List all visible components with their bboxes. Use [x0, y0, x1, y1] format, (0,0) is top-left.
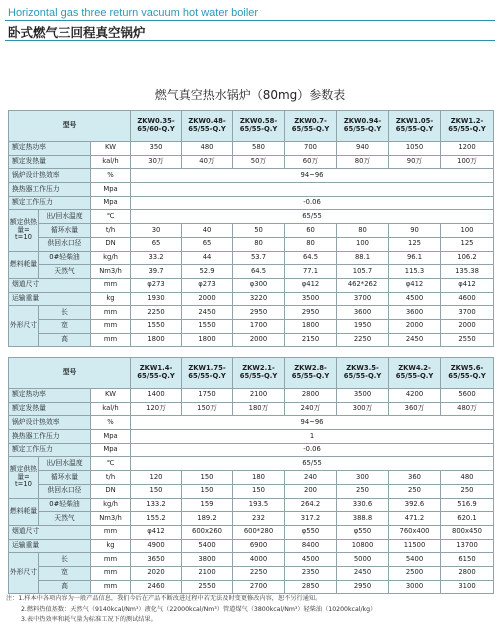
- gas-label: 天然气: [39, 512, 91, 526]
- value-cell: 200: [285, 484, 337, 498]
- value-cell: 150万: [182, 402, 233, 416]
- value-cell: φ550: [337, 525, 389, 539]
- unit-cell: kal/h: [91, 402, 131, 416]
- unit-cell: ℃: [91, 457, 131, 471]
- value-cell: 33.2: [131, 251, 182, 265]
- value-cell: 44: [182, 251, 233, 265]
- value-cell: 3700: [441, 306, 494, 320]
- unit-cell: Nm3/h: [91, 512, 131, 526]
- value-cell: 133.2: [131, 498, 182, 512]
- model-name: ZKW0.48- 65/55-Q.Y: [182, 111, 233, 142]
- value-cell: 250: [441, 484, 494, 498]
- row-width: [9, 566, 494, 580]
- value-cell: 2020: [131, 566, 182, 580]
- value-cell: 11500: [389, 539, 441, 553]
- value-cell: 80: [285, 237, 337, 251]
- hx-pressure-value: 1: [131, 430, 494, 444]
- unit-cell: DN: [91, 237, 131, 251]
- value-cell: 80万: [337, 155, 389, 169]
- value-cell: 193.5: [233, 498, 285, 512]
- value-cell: 96.1: [389, 251, 441, 265]
- value-cell: 2500: [389, 566, 441, 580]
- value-cell: 5600: [441, 389, 494, 403]
- value-cell: 5000: [337, 553, 389, 567]
- footnote-2: 2.燃料热值基数：天然气（9140kcal/Nm³）液化气（22000kcal/Nm³）管道煤气（3800kcal/Nm³）轻柴油（10200kcal/kg）: [21, 605, 377, 613]
- value-cell: 3500: [285, 292, 337, 306]
- unit-cell: DN: [91, 484, 131, 498]
- fuel-group-label: 燃料耗量: [9, 498, 39, 525]
- value-cell: φ273: [182, 278, 233, 292]
- value-cell: 125: [389, 237, 441, 251]
- row-rated-power: [9, 142, 494, 156]
- value-cell: 2550: [182, 580, 233, 594]
- value-cell: 2000: [233, 333, 285, 347]
- value-cell: 250: [337, 484, 389, 498]
- weight-label: 运输重量: [9, 292, 91, 306]
- diameter-label: 供回水口径: [39, 484, 91, 498]
- row-efficiency: [9, 169, 494, 183]
- unit-cell: %: [91, 169, 131, 183]
- value-cell: 53.7: [233, 251, 285, 265]
- group-flow-label: 额定供热量= t=10: [9, 210, 39, 251]
- width-label: 宽: [39, 566, 91, 580]
- value-cell: 100: [337, 237, 389, 251]
- model-name: ZKW2.8- 65/55-Q.Y: [285, 358, 337, 389]
- value-cell: 2450: [389, 333, 441, 347]
- height-label: 高: [39, 333, 91, 347]
- value-cell: 155.2: [131, 512, 182, 526]
- row-diameter: [9, 484, 494, 498]
- value-cell: 4900: [131, 539, 182, 553]
- table-header-row: [9, 111, 494, 142]
- value-cell: 2950: [337, 580, 389, 594]
- weight-label: 运输重量: [9, 539, 91, 553]
- header-chinese-title: 卧式燃气三回程真空锅炉: [8, 25, 146, 40]
- row-work-pressure: [9, 196, 494, 210]
- value-cell: 2460: [131, 580, 182, 594]
- value-cell: φ412: [441, 278, 494, 292]
- value-cell: 240万: [285, 402, 337, 416]
- value-cell: 120万: [131, 402, 182, 416]
- temp-value: 65/55: [131, 210, 494, 224]
- value-cell: 150: [182, 484, 233, 498]
- diesel-label: 0#轻柴油: [39, 251, 91, 265]
- value-cell: φ412: [285, 278, 337, 292]
- flow-label: 循环水量: [39, 224, 91, 238]
- value-cell: φ273: [131, 278, 182, 292]
- row-width: [9, 319, 494, 333]
- header-divider-top: [5, 20, 495, 21]
- value-cell: 360: [389, 471, 441, 485]
- value-cell: 1550: [182, 319, 233, 333]
- unit-cell: t/h: [91, 224, 131, 238]
- model-name: ZKW0.35- 65/60-Q.Y: [131, 111, 182, 142]
- value-cell: 700: [285, 142, 337, 156]
- row-hx-pressure: [9, 430, 494, 444]
- value-cell: 106.2: [441, 251, 494, 265]
- value-cell: 65: [182, 237, 233, 251]
- value-cell: 516.9: [441, 498, 494, 512]
- value-cell: 1200: [441, 142, 494, 156]
- work-pressure-value: -0.06: [131, 443, 494, 457]
- value-cell: 480万: [441, 402, 494, 416]
- efficiency-value: 94~96: [131, 169, 494, 183]
- flue-label: 烟道尺寸: [9, 525, 91, 539]
- value-cell: 1050: [389, 142, 441, 156]
- unit-cell: Mpa: [91, 443, 131, 457]
- value-cell: 115.3: [389, 265, 441, 279]
- value-cell: 6150: [441, 553, 494, 567]
- value-cell: 2700: [233, 580, 285, 594]
- row-length: [9, 306, 494, 320]
- value-cell: 1800: [285, 319, 337, 333]
- unit-cell: KW: [91, 389, 131, 403]
- unit-cell: mm: [91, 278, 131, 292]
- value-cell: 264.2: [285, 498, 337, 512]
- value-cell: 180万: [233, 402, 285, 416]
- value-cell: 5400: [182, 539, 233, 553]
- rated-power-label: 额定热功率: [9, 389, 91, 403]
- model-name: ZKW1.75- 65/55-Q.Y: [182, 358, 233, 389]
- value-cell: 77.1: [285, 265, 337, 279]
- row-temp: [9, 457, 494, 471]
- row-length: [9, 553, 494, 567]
- value-cell: 30: [131, 224, 182, 238]
- value-cell: 3700: [337, 292, 389, 306]
- value-cell: 120: [131, 471, 182, 485]
- row-temp: [9, 210, 494, 224]
- value-cell: 40万: [182, 155, 233, 169]
- value-cell: φ550: [285, 525, 337, 539]
- dim-group-label: 外形尺寸: [9, 553, 39, 594]
- value-cell: 760x400: [389, 525, 441, 539]
- unit-cell: mm: [91, 333, 131, 347]
- model-name: ZKW5.6- 65/55-Q.Y: [441, 358, 494, 389]
- model-label: 型号: [9, 358, 131, 389]
- unit-cell: Mpa: [91, 183, 131, 197]
- value-cell: 40: [182, 224, 233, 238]
- value-cell: φ412: [389, 278, 441, 292]
- value-cell: 3220: [233, 292, 285, 306]
- value-cell: 2150: [285, 333, 337, 347]
- value-cell: 80: [337, 224, 389, 238]
- model-label: 型号: [9, 111, 131, 142]
- unit-cell: mm: [91, 319, 131, 333]
- value-cell: 13700: [441, 539, 494, 553]
- hx-pressure-value: [131, 183, 494, 197]
- row-diesel: [9, 251, 494, 265]
- value-cell: 940: [337, 142, 389, 156]
- value-cell: 5400: [389, 553, 441, 567]
- unit-cell: KW: [91, 142, 131, 156]
- value-cell: 300: [337, 471, 389, 485]
- unit-cell: Nm3/h: [91, 265, 131, 279]
- value-cell: 2850: [285, 580, 337, 594]
- value-cell: 462*262: [337, 278, 389, 292]
- efficiency-value: 94~96: [131, 416, 494, 430]
- footnote-3: 3.表中热效率和耗气量为标准工况下的测试结果。: [21, 616, 157, 623]
- value-cell: 125: [441, 237, 494, 251]
- temp-label: 出/回水温度: [39, 210, 91, 224]
- fuel-group-label: 燃料耗量: [9, 251, 39, 278]
- unit-cell: mm: [91, 553, 131, 567]
- width-label: 宽: [39, 319, 91, 333]
- value-cell: 300万: [337, 402, 389, 416]
- value-cell: 1800: [182, 333, 233, 347]
- value-cell: 2450: [182, 306, 233, 320]
- value-cell: 1930: [131, 292, 182, 306]
- row-height: [9, 333, 494, 347]
- length-label: 长: [39, 306, 91, 320]
- model-name: ZKW0.58- 65/55-Q.Y: [233, 111, 285, 142]
- value-cell: 4600: [441, 292, 494, 306]
- value-cell: 2450: [337, 566, 389, 580]
- value-cell: 392.6: [389, 498, 441, 512]
- value-cell: 2950: [233, 306, 285, 320]
- header-english-title: Horizontal gas three return vacuum hot water boiler: [8, 7, 259, 19]
- row-efficiency: [9, 416, 494, 430]
- value-cell: 88.1: [337, 251, 389, 265]
- work-pressure-value: -0.06: [131, 196, 494, 210]
- row-rated-heat: [9, 402, 494, 416]
- spec-table-2: [8, 357, 494, 594]
- value-cell: 80: [233, 237, 285, 251]
- unit-cell: t/h: [91, 471, 131, 485]
- value-cell: 4500: [285, 553, 337, 567]
- flue-label: 烟道尺寸: [9, 278, 91, 292]
- row-rated-heat: [9, 155, 494, 169]
- model-name: ZKW3.5- 65/55-Q.Y: [337, 358, 389, 389]
- value-cell: 388.8: [337, 512, 389, 526]
- diesel-label: 0#轻柴油: [39, 498, 91, 512]
- value-cell: 480: [182, 142, 233, 156]
- value-cell: 1550: [131, 319, 182, 333]
- unit-cell: kal/h: [91, 155, 131, 169]
- value-cell: 3100: [441, 580, 494, 594]
- value-cell: 2800: [285, 389, 337, 403]
- model-name: ZKW4.2- 65/55-Q.Y: [389, 358, 441, 389]
- value-cell: φ300: [233, 278, 285, 292]
- work-pressure-label: 额定工作压力: [9, 443, 91, 457]
- value-cell: 350: [131, 142, 182, 156]
- rated-power-label: 额定热功率: [9, 142, 91, 156]
- value-cell: 50万: [233, 155, 285, 169]
- value-cell: 1750: [182, 389, 233, 403]
- model-name: ZKW0.94- 65/55-Q.Y: [337, 111, 389, 142]
- table-header-row: [9, 358, 494, 389]
- value-cell: 50: [233, 224, 285, 238]
- unit-cell: mm: [91, 525, 131, 539]
- unit-cell: kg/h: [91, 498, 131, 512]
- value-cell: 2550: [441, 333, 494, 347]
- value-cell: 1700: [233, 319, 285, 333]
- row-diesel: [9, 498, 494, 512]
- row-gas: [9, 265, 494, 279]
- value-cell: 100: [441, 224, 494, 238]
- row-diameter: [9, 237, 494, 251]
- row-rated-power: [9, 389, 494, 403]
- footnotes: [6, 594, 496, 626]
- value-cell: 8400: [285, 539, 337, 553]
- value-cell: 2000: [182, 292, 233, 306]
- footnote-1: 注：1.样本中各项内容为一般产品信息，我们今后在产品不断改进过程中若无法及时变更修改内容，恕不另行通知。: [6, 595, 322, 602]
- unit-cell: mm: [91, 566, 131, 580]
- flow-label: 循环水量: [39, 471, 91, 485]
- value-cell: 4500: [389, 292, 441, 306]
- value-cell: 580: [233, 142, 285, 156]
- value-cell: 2100: [182, 566, 233, 580]
- work-pressure-label: 额定工作压力: [9, 196, 91, 210]
- spec-table-1: [8, 110, 494, 347]
- value-cell: 3000: [389, 580, 441, 594]
- value-cell: 10800: [337, 539, 389, 553]
- value-cell: 90万: [389, 155, 441, 169]
- value-cell: 65: [131, 237, 182, 251]
- temp-value: 65/55: [131, 457, 494, 471]
- efficiency-label: 锅炉设计热效率: [9, 416, 91, 430]
- height-label: 高: [39, 580, 91, 594]
- value-cell: 3600: [337, 306, 389, 320]
- unit-cell: ℃: [91, 210, 131, 224]
- gas-label: 天然气: [39, 265, 91, 279]
- value-cell: 232: [233, 512, 285, 526]
- value-cell: 2000: [441, 319, 494, 333]
- diameter-label: 供回水口径: [39, 237, 91, 251]
- value-cell: φ412: [131, 525, 182, 539]
- rated-heat-label: 额定发热量: [9, 402, 91, 416]
- rated-heat-label: 额定发热量: [9, 155, 91, 169]
- value-cell: 620.1: [441, 512, 494, 526]
- unit-cell: Mpa: [91, 430, 131, 444]
- value-cell: 39.7: [131, 265, 182, 279]
- unit-cell: mm: [91, 306, 131, 320]
- value-cell: 150: [182, 471, 233, 485]
- row-weight: [9, 539, 494, 553]
- value-cell: 1950: [337, 319, 389, 333]
- value-cell: 240: [285, 471, 337, 485]
- value-cell: 60: [285, 224, 337, 238]
- row-height: [9, 580, 494, 594]
- value-cell: 360万: [389, 402, 441, 416]
- value-cell: 2000: [389, 319, 441, 333]
- value-cell: 2250: [131, 306, 182, 320]
- value-cell: 3500: [337, 389, 389, 403]
- row-flow: [9, 224, 494, 238]
- row-gas: [9, 512, 494, 526]
- hx-pressure-label: 换热器工作压力: [9, 430, 91, 444]
- value-cell: 90: [389, 224, 441, 238]
- hx-pressure-label: 换热器工作压力: [9, 183, 91, 197]
- value-cell: 2100: [233, 389, 285, 403]
- row-weight: [9, 292, 494, 306]
- value-cell: 1800: [131, 333, 182, 347]
- header-divider-bottom: [5, 40, 495, 41]
- temp-label: 出/回水温度: [39, 457, 91, 471]
- unit-cell: kg/h: [91, 251, 131, 265]
- value-cell: 180: [233, 471, 285, 485]
- model-name: ZKW1.4- 65/55-Q.Y: [131, 358, 182, 389]
- unit-cell: %: [91, 416, 131, 430]
- value-cell: 2250: [337, 333, 389, 347]
- value-cell: 159: [182, 498, 233, 512]
- value-cell: 3600: [389, 306, 441, 320]
- value-cell: 600x260: [182, 525, 233, 539]
- value-cell: 52.9: [182, 265, 233, 279]
- value-cell: 800x450: [441, 525, 494, 539]
- value-cell: 480: [441, 471, 494, 485]
- value-cell: 2800: [441, 566, 494, 580]
- model-name: ZKW1.2- 65/55-Q.Y: [441, 111, 494, 142]
- row-flue: [9, 278, 494, 292]
- value-cell: 60万: [285, 155, 337, 169]
- value-cell: 150: [131, 484, 182, 498]
- row-flow: [9, 471, 494, 485]
- value-cell: 30万: [131, 155, 182, 169]
- value-cell: 135.38: [441, 265, 494, 279]
- value-cell: 150: [233, 484, 285, 498]
- value-cell: 64.5: [285, 251, 337, 265]
- value-cell: 330.6: [337, 498, 389, 512]
- value-cell: 1400: [131, 389, 182, 403]
- value-cell: 317.2: [285, 512, 337, 526]
- model-name: ZKW1.05- 65/55-Q.Y: [389, 111, 441, 142]
- row-work-pressure: [9, 443, 494, 457]
- value-cell: 2250: [233, 566, 285, 580]
- value-cell: 2950: [285, 306, 337, 320]
- value-cell: 4200: [389, 389, 441, 403]
- dim-group-label: 外形尺寸: [9, 306, 39, 347]
- unit-cell: mm: [91, 580, 131, 594]
- value-cell: 6900: [233, 539, 285, 553]
- length-label: 长: [39, 553, 91, 567]
- model-name: ZKW2.1- 65/55-Q.Y: [233, 358, 285, 389]
- value-cell: 250: [389, 484, 441, 498]
- value-cell: 2350: [285, 566, 337, 580]
- value-cell: 100万: [441, 155, 494, 169]
- unit-cell: kg: [91, 292, 131, 306]
- row-hx-pressure: [9, 183, 494, 197]
- value-cell: 3650: [131, 553, 182, 567]
- unit-cell: kg: [91, 539, 131, 553]
- unit-cell: Mpa: [91, 196, 131, 210]
- row-flue: [9, 525, 494, 539]
- value-cell: 3800: [182, 553, 233, 567]
- group-flow-label: 额定供热量= t=10: [9, 457, 39, 498]
- value-cell: 471.2: [389, 512, 441, 526]
- model-name: ZKW0.7- 65/55-Q.Y: [285, 111, 337, 142]
- value-cell: 64.5: [233, 265, 285, 279]
- value-cell: 105.7: [337, 265, 389, 279]
- value-cell: 600*280: [233, 525, 285, 539]
- value-cell: 4000: [233, 553, 285, 567]
- document-title: 燃气真空热水锅炉（80mg）参数表: [154, 88, 346, 102]
- efficiency-label: 锅炉设计热效率: [9, 169, 91, 183]
- value-cell: 189.2: [182, 512, 233, 526]
